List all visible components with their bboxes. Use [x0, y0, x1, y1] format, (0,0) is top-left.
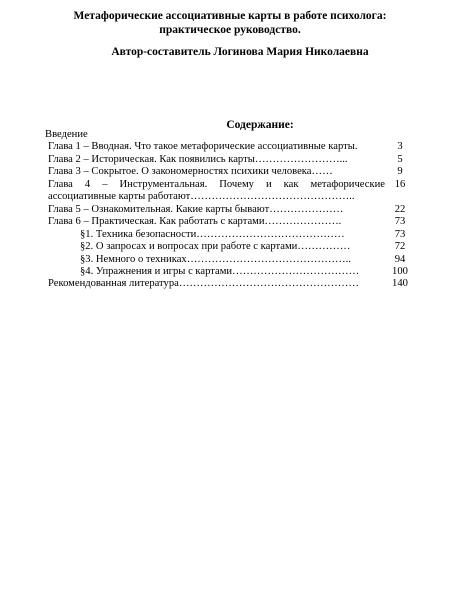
toc-entry-text-line-2: ассоциативные карты работают……………………………………….. — [48, 191, 355, 203]
toc-entry-text: §1. Техника безопасности…………………………………… — [80, 228, 345, 240]
toc-entry-page: 3 — [397, 141, 403, 153]
toc-entry-text: Глава 1 – Вводная. Что такое метафорические ассоциативные карты. — [48, 141, 358, 153]
toc-entry-page: 9 — [397, 166, 403, 178]
toc-entry-page: 16 — [394, 178, 406, 190]
toc-entry-chapter-4 — [45, 179, 415, 204]
toc-entry-text: §3. Немного о техниках……………………………………….. — [80, 253, 351, 265]
toc-entry-text: Глава 6 – Практическая. Как работать с картами…………………. — [48, 216, 342, 228]
toc-entry-text: Глава 5 – Ознакомительная. Какие карты бывают………………… — [48, 203, 344, 215]
document-title-line-1: Метафорические ассоциативные карты в работе психолога: — [73, 10, 387, 22]
document-title-line-2: практическое руководство. — [159, 24, 301, 36]
toc-entry-text: §4. Упражнения и игры с картами……………………………… — [80, 265, 360, 277]
table-of-contents — [45, 129, 415, 291]
toc-entry-page: 22 — [394, 203, 406, 215]
toc-entry-section-3 — [45, 254, 415, 266]
toc-entry-section-4 — [45, 266, 415, 278]
toc-entry-page: 72 — [394, 241, 406, 253]
toc-entry-text-line-1: Глава 4 – Инструментальная. Почему и как метафорические — [48, 178, 385, 190]
toc-entry-text: Рекомендованная литература…………………………………………… — [48, 278, 359, 290]
toc-intro — [45, 129, 415, 141]
toc-entry-section-2 — [45, 241, 415, 253]
toc-entry-chapter-6 — [45, 216, 415, 228]
toc-intro-text: Введение — [45, 129, 88, 140]
toc-entry-text: Глава 3 – Сокрытое. О закономерностях психики человека…… — [48, 166, 333, 178]
toc-entry-page: 5 — [397, 153, 403, 165]
toc-entry-chapter-5 — [45, 204, 415, 216]
toc-entry-page: 94 — [394, 253, 406, 265]
toc-entry-page: 73 — [394, 216, 406, 228]
document-author: Автор-составитель Логинова Мария Николаевна — [111, 46, 369, 58]
toc-entry-page: 73 — [394, 228, 406, 240]
toc-entry-chapter-2 — [45, 154, 415, 166]
toc-entry-text: §2. О запросах и вопросах при работе с картами…………… — [80, 241, 351, 253]
toc-entry-page: 100 — [392, 265, 408, 277]
toc-entry-text: Глава 2 – Историческая. Как появились карты……………………... — [48, 153, 348, 165]
toc-entry-chapter-3 — [45, 166, 415, 178]
toc-entry-references — [45, 278, 415, 290]
toc-entry-chapter-1 — [45, 141, 415, 153]
toc-entry-page: 140 — [392, 278, 408, 290]
toc-heading: Содержание: — [226, 119, 294, 131]
toc-entry-section-1 — [45, 229, 415, 241]
document-title — [40, 9, 420, 37]
